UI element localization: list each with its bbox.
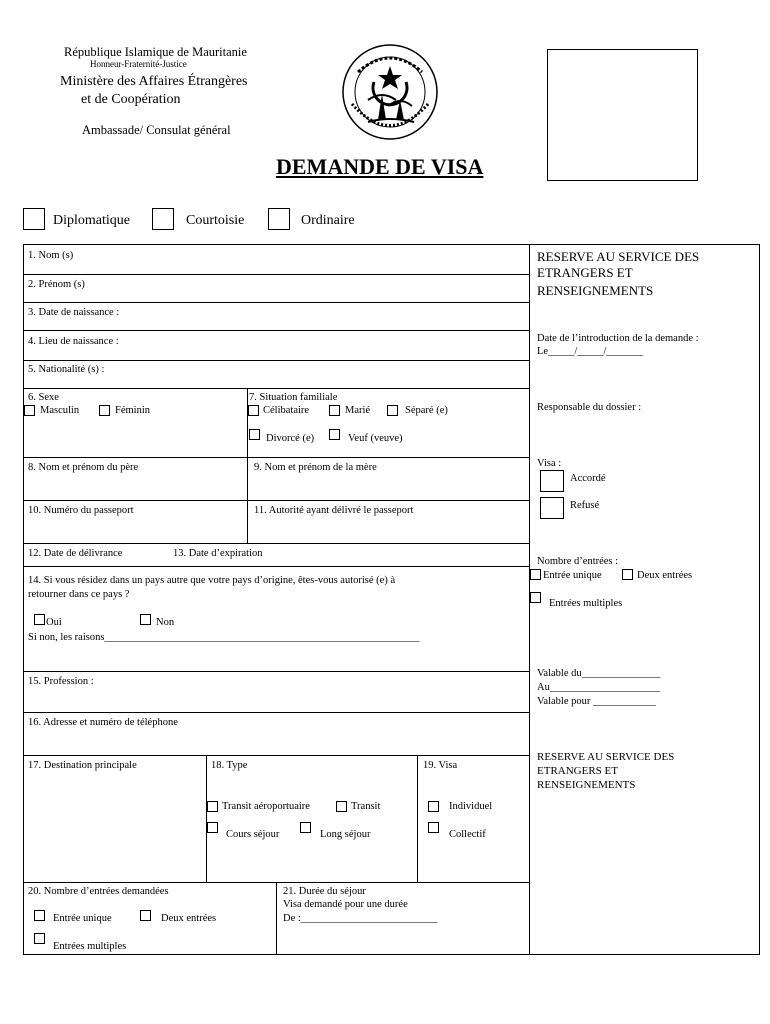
entree-unique-checkbox[interactable] (34, 910, 45, 921)
reserve-heading1-l3: RENSEIGNEMENTS (537, 283, 654, 298)
cell-divider (206, 755, 207, 882)
separe-checkbox[interactable] (387, 405, 398, 416)
motto: Honneur-Fraternité-Justice (90, 59, 187, 69)
reserve-deux-entrees-checkbox[interactable] (622, 569, 633, 580)
field-type: 18. Type (211, 760, 248, 771)
reserve-entree-unique: Entrée unique (543, 570, 602, 581)
reserve-heading1-l1: RESERVE AU SERVICE DES (537, 249, 700, 264)
mauritania-seal-icon (338, 42, 442, 142)
row-divider (23, 274, 529, 275)
reserve-date-intro: Date de l’introduction de la demande : (537, 333, 699, 344)
q14-line1: 14. Si vous résidez dans un pays autre que votre pays d’origine, êtes-vous autorisé (e) à (28, 575, 396, 586)
reserve-heading1-l2: ETRANGERS ET (537, 265, 633, 280)
courtoisie-checkbox[interactable] (152, 208, 174, 230)
cell-divider (276, 882, 277, 955)
visa-form (23, 244, 760, 955)
veuf-checkbox[interactable] (329, 429, 340, 440)
reserve-deux-entrees: Deux entrées (637, 570, 693, 581)
feminin-label: Féminin (115, 405, 151, 416)
reserve-visa: Visa : (537, 458, 562, 469)
long-sejour-label: Long séjour (320, 829, 371, 840)
long-sejour-checkbox[interactable] (300, 822, 311, 833)
diplomatique-checkbox[interactable] (23, 208, 45, 230)
field-destination: 17. Destination principale (28, 760, 137, 771)
row-divider (23, 302, 529, 303)
field-prenom: 2. Prénom (s) (28, 279, 85, 290)
row-divider (23, 388, 529, 389)
masculin-label: Masculin (40, 405, 80, 416)
field-visa: 19. Visa (423, 760, 458, 771)
reserve-valable-pour: Valable pour ____________ (537, 696, 656, 707)
deux-entrees-checkbox[interactable] (140, 910, 151, 921)
reserve-heading2-l1: RESERVE AU SERVICE DES (537, 751, 675, 763)
row-divider (23, 500, 529, 501)
ministry-line2: et de Coopération (81, 92, 181, 107)
transit-aero-checkbox[interactable] (207, 801, 218, 812)
reserve-valable-du: Valable du_______________ (537, 668, 661, 679)
ordinaire-label: Ordinaire (301, 213, 355, 228)
celibataire-label: Célibataire (263, 405, 310, 416)
field-expiration: 13. Date d’expiration (173, 548, 263, 559)
entree-unique-label: Entrée unique (53, 913, 112, 924)
reserve-entree-unique-checkbox[interactable] (530, 569, 541, 580)
marie-checkbox[interactable] (329, 405, 340, 416)
reserve-refuse: Refusé (570, 500, 600, 511)
oui-checkbox[interactable] (34, 614, 45, 625)
reserve-le: Le_____/_____/_______ (537, 346, 644, 357)
republic-name: République Islamique de Mauritanie (64, 45, 247, 59)
reserve-au: Au_____________________ (537, 682, 661, 693)
entrees-multiples-checkbox[interactable] (34, 933, 45, 944)
courtoisie-label: Courtoisie (186, 213, 245, 228)
field-date-naissance: 3. Date de naissance : (28, 307, 120, 318)
photo-box[interactable] (547, 49, 698, 181)
row-divider (23, 543, 529, 544)
page-title: DEMANDE DE VISA (276, 154, 484, 179)
row-divider (23, 360, 529, 361)
accorde-checkbox[interactable] (540, 470, 564, 492)
veuf-label: Veuf (veuve) (348, 433, 403, 444)
collectif-label: Collectif (449, 829, 486, 840)
celibataire-checkbox[interactable] (248, 405, 259, 416)
individuel-checkbox[interactable] (428, 801, 439, 812)
ordinaire-checkbox[interactable] (268, 208, 290, 230)
field-de: De :__________________________ (283, 913, 438, 924)
field-lieu-naissance: 4. Lieu de naissance : (28, 336, 119, 347)
row-divider (23, 712, 529, 713)
separe-label: Séparé (e) (405, 405, 448, 416)
collectif-checkbox[interactable] (428, 822, 439, 833)
field-passeport: 10. Numéro du passeport (28, 505, 134, 516)
non-label: Non (156, 617, 175, 628)
non-checkbox[interactable] (140, 614, 151, 625)
field-nb-entrees: 20. Nombre d’entrées demandées (28, 886, 169, 897)
cours-sejour-checkbox[interactable] (207, 822, 218, 833)
field-pere: 8. Nom et prénom du père (28, 462, 139, 473)
field-autorite: 11. Autorité ayant délivré le passeport (254, 505, 414, 516)
cell-divider (417, 755, 418, 882)
masculin-checkbox[interactable] (24, 405, 35, 416)
deux-entrees-label: Deux entrées (161, 913, 217, 924)
field-sexe: 6. Sexe (28, 392, 59, 403)
reserve-entrees-multiples-checkbox[interactable] (530, 592, 541, 603)
divorce-label: Divorcé (e) (266, 433, 315, 444)
reserve-entrees-multiples: Entrées multiples (549, 598, 623, 609)
field-adresse: 16. Adresse et numéro de téléphone (28, 717, 178, 728)
reserve-nb-entrees: Nombre d’entrées : (537, 556, 619, 567)
cours-sejour-label: Cours séjour (226, 829, 280, 840)
refuse-checkbox[interactable] (540, 497, 564, 519)
entrees-multiples-label: Entrées multiples (53, 941, 127, 952)
diplomatique-label: Diplomatique (53, 213, 130, 228)
reserve-heading2-l2: ETRANGERS ET (537, 765, 618, 777)
field-nationalite: 5. Nationalité (s) : (28, 364, 105, 375)
q14-line2: retourner dans ce pays ? (28, 589, 130, 600)
transit-checkbox[interactable] (336, 801, 347, 812)
field-visa-demande: Visa demandé pour une durée (283, 899, 408, 910)
field-raisons: Si non, les raisons____________________________________________________________ (28, 632, 420, 643)
embassy-line: Ambassade/ Consulat général (82, 123, 231, 137)
feminin-checkbox[interactable] (99, 405, 110, 416)
marie-label: Marié (345, 405, 371, 416)
reserve-accorde: Accordé (570, 473, 606, 484)
field-nom: 1. Nom (s) (28, 250, 74, 261)
field-profession: 15. Profession : (28, 676, 94, 687)
row-divider (23, 671, 529, 672)
transit-aero-label: Transit aéroportuaire (222, 801, 310, 812)
row-divider (23, 755, 529, 756)
row-divider (23, 566, 529, 567)
field-situation: 7. Situation familiale (249, 392, 338, 403)
row-divider (23, 457, 529, 458)
oui-label: Oui (46, 617, 62, 628)
row-divider (23, 330, 529, 331)
field-duree: 21. Durée du séjour (283, 886, 366, 897)
individuel-label: Individuel (449, 801, 493, 812)
field-delivrance: 12. Date de délivrance (28, 548, 123, 559)
transit-label: Transit (351, 801, 381, 812)
reserve-heading2-l3: RENSEIGNEMENTS (537, 779, 636, 791)
divorce-checkbox[interactable] (249, 429, 260, 440)
ministry-line1: Ministère des Affaires Étrangères (60, 74, 248, 89)
reserve-responsable: Responsable du dossier : (537, 402, 642, 413)
field-mere: 9. Nom et prénom de la mère (254, 462, 377, 473)
